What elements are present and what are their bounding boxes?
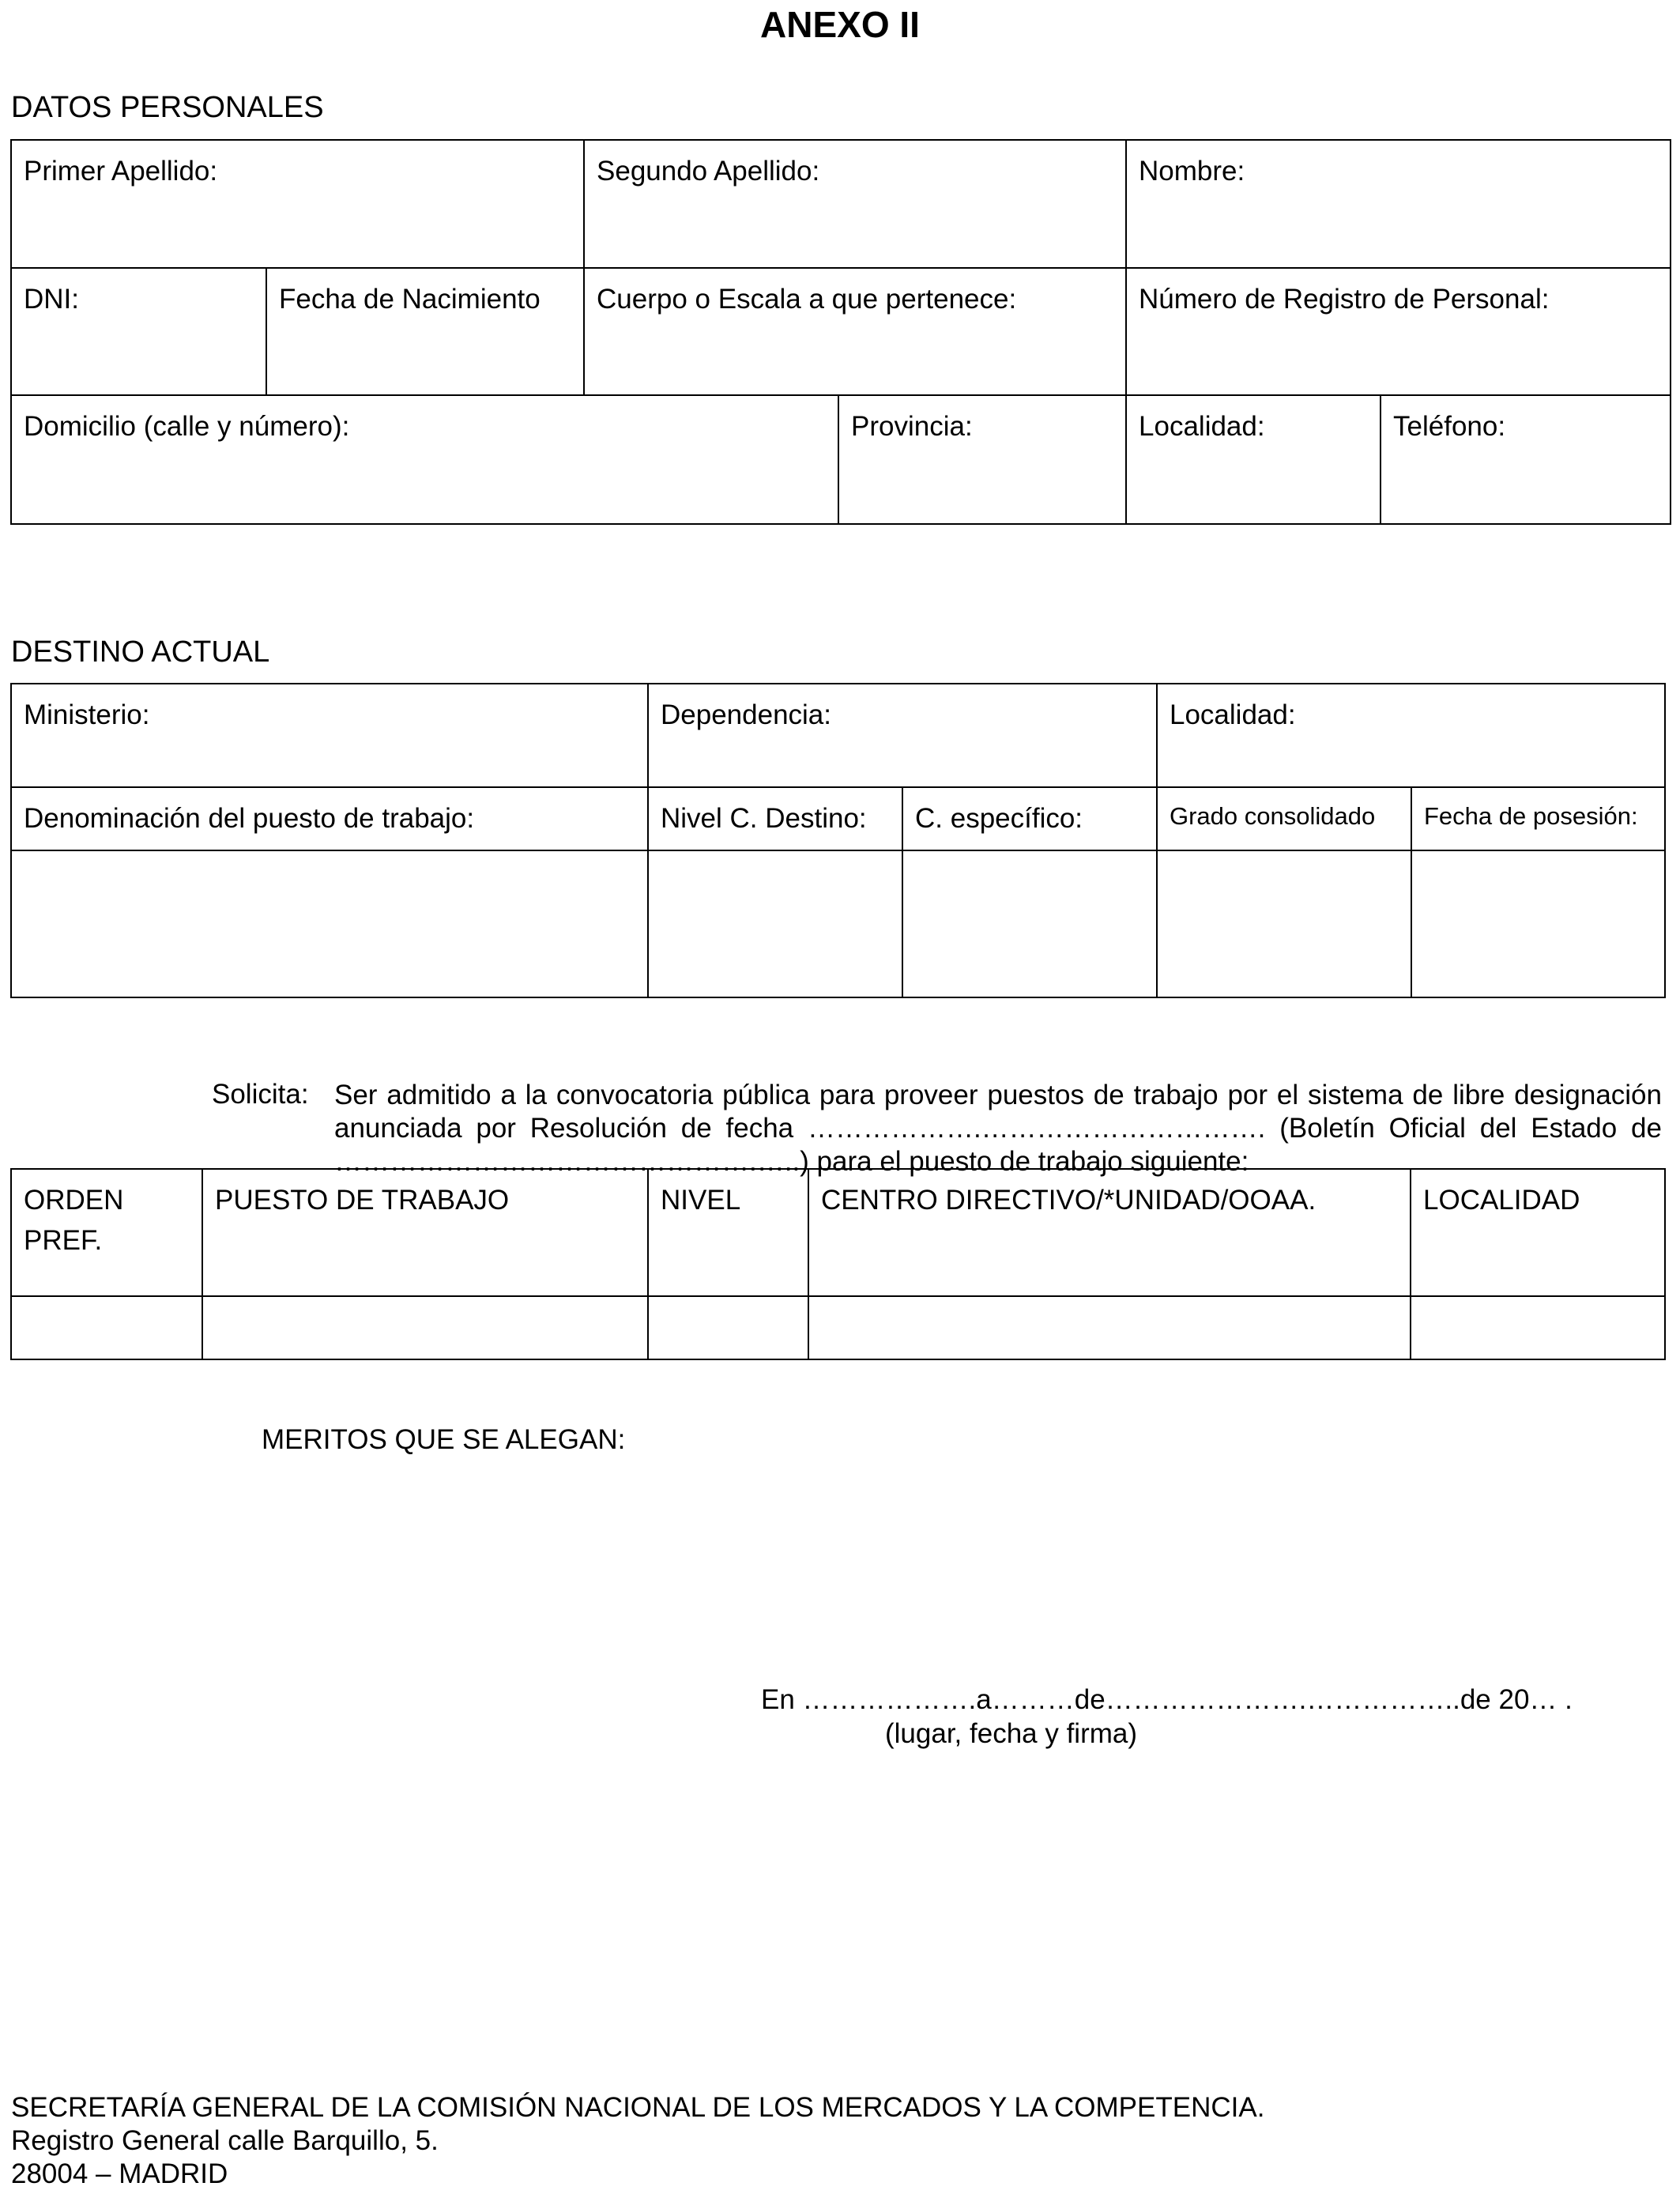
grado-consolidado-value[interactable]	[1157, 850, 1411, 997]
grado-consolidado-header	[1157, 787, 1411, 850]
centro-header	[808, 1169, 1411, 1296]
dni-label: DNI:	[24, 284, 79, 315]
nombre-field[interactable]	[1126, 140, 1671, 268]
localidad-field[interactable]	[1126, 395, 1381, 524]
fecha-posesion-value[interactable]	[1411, 850, 1665, 997]
meritos-label: MERITOS QUE SE ALEGAN:	[262, 1424, 626, 1455]
nivel-destino-value[interactable]	[648, 850, 902, 997]
footer-line-2: Registro General calle Barquillo, 5.	[11, 2125, 439, 2156]
telefono-label: Teléfono:	[1393, 411, 1506, 442]
fecha-firma-hint: (lugar, fecha y firma)	[885, 1718, 1137, 1749]
fecha-nacimiento-label: Fecha de Nacimiento	[279, 284, 541, 315]
footer-line-3: 28004 – MADRID	[11, 2158, 228, 2189]
puestos-localidad-value[interactable]	[1411, 1296, 1665, 1359]
denominacion-header	[11, 787, 648, 850]
fecha-posesion-header	[1411, 787, 1665, 850]
numero-registro-field[interactable]	[1126, 268, 1671, 395]
domicilio-field[interactable]	[11, 395, 838, 524]
solicita-text: Ser admitido a la convocatoria pública para proveer puestos de trabajo por el sistema de libre designación anunciada por Resolución de fecha ……………….…………………………. (Boletín Oficial del Estado de ……………………………………….…..) para el puesto de trabajo siguiente:	[334, 1080, 1662, 1177]
fecha-nacimiento-field[interactable]	[266, 268, 584, 395]
orden-pref-value[interactable]	[11, 1296, 202, 1359]
cuerpo-escala-field[interactable]	[584, 268, 1126, 395]
puesto-value[interactable]	[202, 1296, 648, 1359]
page-title: ANEXO II	[760, 4, 920, 45]
nivel-destino-header	[648, 787, 902, 850]
c-especifico-value[interactable]	[902, 850, 1157, 997]
segundo-apellido-label: Segundo Apellido:	[597, 156, 820, 187]
puestos-localidad-label: LOCALIDAD	[1423, 1185, 1580, 1216]
primer-apellido-field[interactable]	[11, 140, 584, 268]
nivel-header	[648, 1169, 808, 1296]
fecha-posesion-label: Fecha de posesión:	[1424, 802, 1638, 830]
localidad-label: Localidad:	[1139, 411, 1265, 442]
centro-value[interactable]	[808, 1296, 1411, 1359]
grado-consolidado-label: Grado consolidado	[1170, 802, 1376, 830]
puestos-localidad-header	[1411, 1169, 1665, 1296]
orden-pref-label-line1: ORDEN	[24, 1185, 124, 1216]
primer-apellido-label: Primer Apellido:	[24, 156, 218, 187]
c-especifico-header	[902, 787, 1157, 850]
dependencia-field[interactable]	[648, 684, 1157, 787]
datos-personales-heading: DATOS PERSONALES	[11, 91, 324, 124]
datos-personales-table	[10, 139, 1671, 525]
footer-line-1: SECRETARÍA GENERAL DE LA COMISIÓN NACIONAL DE LOS MERCADOS Y LA COMPETENCIA.	[11, 2092, 1265, 2123]
dependencia-label: Dependencia:	[661, 699, 831, 730]
puesto-header	[202, 1169, 648, 1296]
ministerio-field[interactable]	[11, 684, 648, 787]
centro-label: CENTRO DIRECTIVO/*UNIDAD/OOAA.	[821, 1185, 1317, 1216]
denominacion-label: Denominación del puesto de trabajo:	[24, 803, 475, 834]
domicilio-label: Domicilio (calle y número):	[24, 411, 350, 442]
ministerio-label: Ministerio:	[24, 699, 150, 730]
nivel-destino-label: Nivel C. Destino:	[661, 803, 867, 834]
puesto-label: PUESTO DE TRABAJO	[215, 1185, 510, 1216]
destino-actual-heading: DESTINO ACTUAL	[11, 635, 270, 669]
telefono-field[interactable]	[1381, 395, 1671, 524]
nombre-label: Nombre:	[1139, 156, 1245, 187]
puestos-table	[10, 1168, 1666, 1360]
segundo-apellido-field[interactable]	[584, 140, 1126, 268]
provincia-label: Provincia:	[851, 411, 973, 442]
nivel-value[interactable]	[648, 1296, 808, 1359]
footer-address	[11, 2091, 1264, 2191]
denominacion-value[interactable]	[11, 850, 648, 997]
solicita-label: Solicita:	[212, 1079, 309, 1110]
fecha-firma-line: En ……………….a………de………………….……………..de 20… .	[761, 1684, 1573, 1715]
destino-localidad-label: Localidad:	[1170, 699, 1296, 730]
provincia-field[interactable]	[838, 395, 1126, 524]
dni-field[interactable]	[11, 268, 266, 395]
c-especifico-label: C. específico:	[915, 803, 1083, 834]
destino-localidad-field[interactable]	[1157, 684, 1665, 787]
orden-pref-header	[11, 1169, 202, 1296]
orden-pref-label-line2: PREF.	[24, 1224, 103, 1256]
destino-actual-table	[10, 683, 1666, 998]
cuerpo-escala-label: Cuerpo o Escala a que pertenece:	[597, 284, 1017, 315]
nivel-label: NIVEL	[661, 1185, 741, 1216]
numero-registro-label: Número de Registro de Personal:	[1139, 284, 1550, 315]
